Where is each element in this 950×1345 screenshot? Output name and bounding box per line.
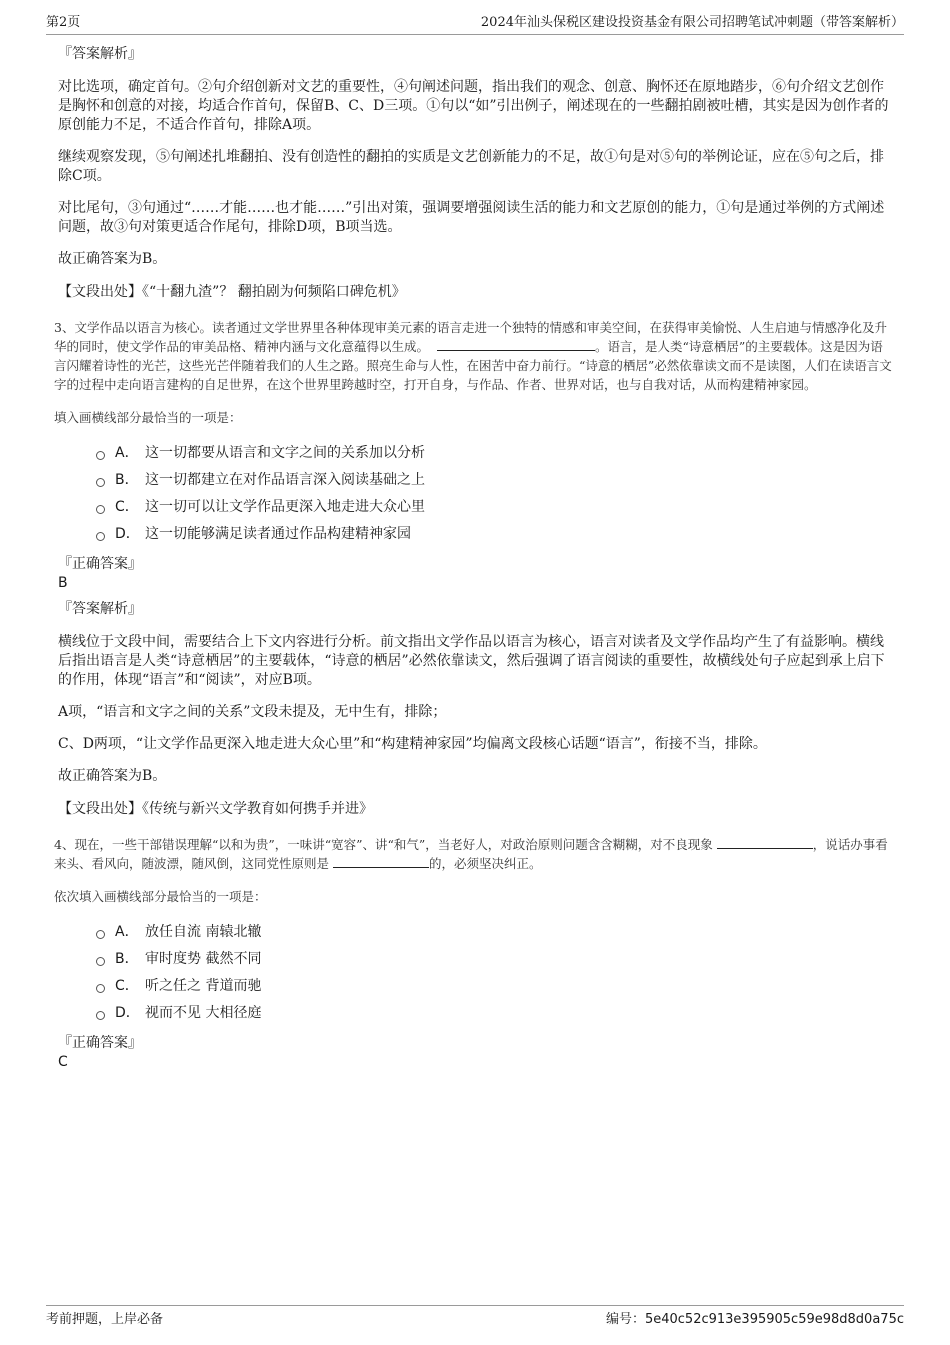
page-header (46, 14, 904, 35)
q3-analysis-para-3: C、D两项，“让文学作品更深入地走进大众心里”和“构建精神家园”均偏离文段核心话题“语言”，衔接不当，排除。 (58, 736, 767, 752)
q3-question-text (54, 318, 895, 394)
q3-text-before: 3、文学作品以语言为核心。读者通过文学世界里各种体现审美元素的语言走进一个独特的情感和审美空间，在获得审美愉悦、人生启迪与情感净化及升华的同时，使文学作品的审美品格、精神内涵与文化意蕴得以生成。 (54, 320, 887, 354)
analysis-label: 『答案解析』 (58, 46, 142, 62)
q4-correct-answer: C (58, 1054, 68, 1070)
document-title: 2024年汕头保税区建设投资基金有限公司招聘笔试冲刺题（带答案解析） (480, 15, 904, 30)
page-footer (46, 1305, 904, 1334)
q3-text-after: 。语言，是人类“诗意栖居”的主要载体。这是因为语言闪耀着诗性的光芒，这些光芒伴随着我们的人生之路。照亮生命与人性，在困苦中奋力前行。“诗意的栖居”必然依靠读文而不是读图，人们在读语言文字的过程中走向语言建构的自足世界，在这个世界里跨越时空，打开自身，与作品、作者、世界对话，也与自我对话，从而构建精神家园。 (54, 339, 892, 392)
radio-icon[interactable] (96, 930, 105, 939)
q3-correct-answer: B (58, 575, 68, 591)
radio-icon[interactable] (96, 451, 105, 460)
q2-analysis-para-3: 对比尾句，③句通过“……才能……也才能……”引出对策，强调要增强阅读生活的能力和文艺原创的能力，①句是通过举例的方式阐述问题，故③句对策更适合作尾句，排除D项，B项当选。 (58, 200, 885, 235)
radio-icon[interactable] (96, 957, 105, 966)
q4-option-c[interactable]: C． 听之任之 背道而驰 (96, 974, 895, 998)
q3-blank (437, 337, 595, 351)
radio-icon[interactable] (96, 532, 105, 541)
q4-blank-2 (333, 854, 429, 868)
q4-prompt: 依次填入画横线部分最恰当的一项是： (54, 889, 267, 904)
q3-option-a[interactable]: A． 这一切都要从语言和文字之间的关系加以分析 (96, 441, 895, 465)
q3-analysis-para-1: 横线位于文段中间，需要结合上下文内容进行分析。前文指出文学作品以语言为核心，语言对读者及文学作品均产生了有益影响。横线后指出语言是人类“诗意栖居”的主要载体，“诗意的栖居”必然依靠读文，然后强调了语言阅读的重要性，故横线处句子应起到承上启下的作用，体现“语言”和“阅读”，对应B项。 (58, 634, 885, 688)
q4-question-text: 4、现在，一些干部错误理解“以和为贵”，一味讲“宽容”、讲“和气”，当老好人，对政治原则问题含含糊糊，对不良现象 ，说话办事看来头、看风向，随波漂，随风倒，这同党性原则是 的，必须坚决纠正。 (54, 837, 888, 871)
q4-option-b[interactable]: B． 审时度势 截然不同 (96, 947, 895, 971)
q4-option-a[interactable]: A． 放任自流 南辕北辙 (96, 920, 895, 944)
radio-icon[interactable] (96, 984, 105, 993)
q2-analysis-para-2: 继续观察发现，⑤句阐述扎堆翻拍、没有创造性的翻拍的实质是文艺创新能力的不足，故①句是对⑤句的举例论证，应在⑤句之后，排除C项。 (58, 149, 884, 184)
q3-option-d[interactable]: D． 这一切能够满足读者通过作品构建精神家园 (96, 522, 895, 546)
correct-answer-label: 『正确答案』 (58, 1035, 142, 1051)
radio-icon[interactable] (96, 1011, 105, 1020)
q3-option-c[interactable]: C． 这一切可以让文学作品更深入地走进大众心里 (96, 495, 895, 519)
q2-analysis-para-1: 对比选项，确定首句。②句介绍创新对文艺的重要性，④句阐述问题，指出我们的观念、创意、胸怀还在原地踏步，⑥句介绍文艺创作是胸怀和创意的对接，均适合作首句，保留B、C、D三项。①句以“如”引出例子，阐述现在的一些翻拍剧被吐槽，其实是因为创作者的原创能力不足，不适合作首句，排除A项。 (58, 79, 889, 133)
analysis-label: 『答案解析』 (58, 601, 142, 617)
q3-analysis-para-2: A项，“语言和文字之间的关系”文段未提及，无中生有，排除； (58, 704, 447, 720)
document-body (56, 44, 895, 1078)
correct-answer-label: 『正确答案』 (58, 556, 142, 572)
q3-options (96, 441, 895, 546)
q4-blank-1 (717, 835, 813, 849)
q2-source: 【文段出处】《“十翻九渣”？ 翻拍剧为何频陷口碑危机》 (58, 284, 406, 300)
q3-option-b[interactable]: B． 这一切都建立在对作品语言深入阅读基础之上 (96, 468, 895, 492)
radio-icon[interactable] (96, 478, 105, 487)
q2-analysis-conclusion: 故正确答案为B。 (58, 251, 167, 267)
radio-icon[interactable] (96, 505, 105, 514)
q3-source: 【文段出处】《传统与新兴文学教育如何携手并进》 (58, 801, 373, 817)
footer-slogan: 考前押题，上岸必备 (46, 1312, 164, 1327)
page-number: 第2页 (46, 15, 81, 30)
document-code: 编号：5e40c52c913e395905c59e98d8d0a75c (605, 1312, 904, 1327)
q4-option-d[interactable]: D． 视而不见 大相径庭 (96, 1001, 895, 1025)
q3-analysis-conclusion: 故正确答案为B。 (58, 768, 167, 784)
q3-prompt: 填入画横线部分最恰当的一项是： (54, 410, 242, 425)
q4-options (96, 920, 895, 1025)
